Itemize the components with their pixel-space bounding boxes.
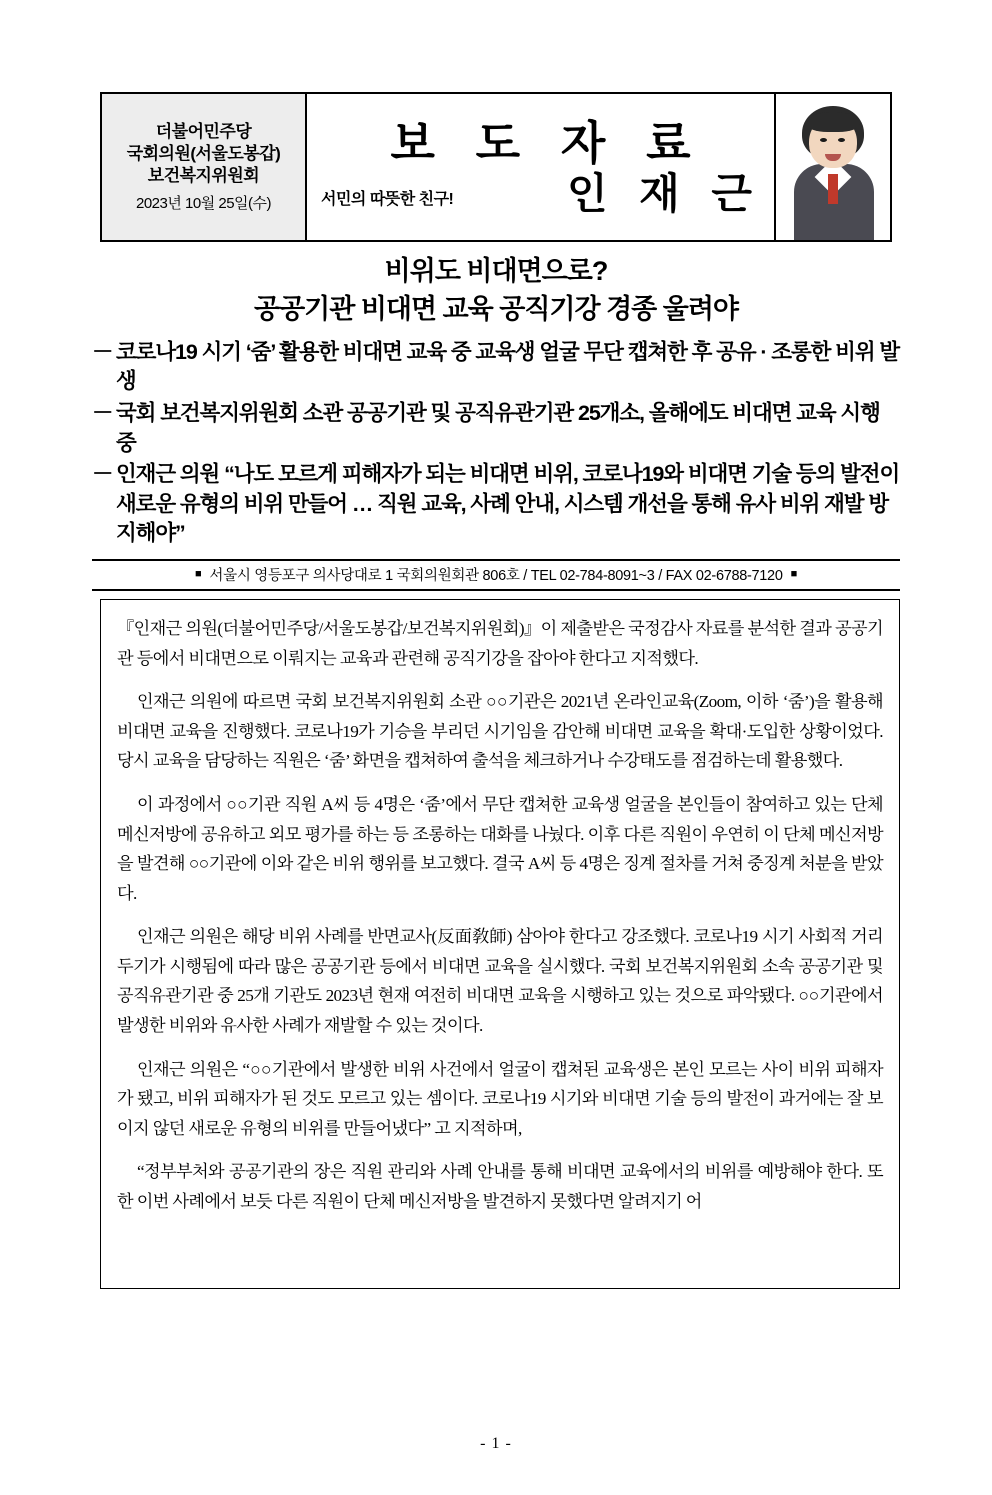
bullet-dash: － [92, 400, 113, 425]
bullet-text: 인재근 의원 “나도 모르게 피해자가 되는 비대면 비위, 코로나19와 비대면 기술 등의 발전이 새로운 유형의 비위 만들어 … 직원 교육, 사례 안내, 시스템 개선을 통해 유사 비위 재발 방지해야” [116, 462, 900, 546]
masthead [100, 92, 892, 242]
bullet-item [92, 460, 904, 549]
body-paragraph: 이 과정에서 ○○기관 직원 A씨 등 4명은 ‘줌’에서 무단 캡쳐한 교육생 얼굴을 본인들이 참여하고 있는 단체 메신저방에 공유하고 외모 평가를 하는 등 조롱하는 대화를 나눴다. 이후 다른 직원이 우연히 이 단체 메신저방을 발견해 ○○기관에 이와 같은 비위 행위를 보고했다. 결국 A씨 등 4명은 징계 절차를 거쳐 중징계 처분을 받았다. [117, 795, 883, 903]
press-release-page [0, 92, 992, 1495]
doc-type-title: 보 도 자 료 [390, 117, 705, 170]
doc-type-row [315, 119, 766, 169]
body-paragraph: 인재근 의원은 해당 비위 사례를 반면교사(反面敎師) 삼아야 한다고 강조했다. 코로나19 시기 사회적 거리두기가 시행됨에 따라 많은 공공기관 등에서 비대면 교육을 실시했다. 국회 보건복지위원회 소속 공공기관 및 공직유관기관 중 25개 기관도 2023년 현재 여전히 비대면 교육을 시행하고 있는 것으로 파악됐다. ○○기관에서 발생한 비위와 유사한 사례가 재발할 수 있는 것이다. [117, 927, 883, 1036]
bullet-text: 코로나19 시기 ‘줌’ 활용한 비대면 교육 중 교육생 얼굴 무단 캡쳐한 후 공유 · 조롱한 비위 발생 [116, 339, 900, 394]
party-name: 더불어민주당 [155, 122, 252, 142]
square-marker-left-icon: ■ [195, 568, 202, 581]
summary-bullets [92, 338, 904, 550]
portrait-caricature-icon [776, 94, 890, 240]
body-paragraph: 『인재근 의원(더불어민주당/서울도봉갑/보건복지위원회)』이 제출받은 국정감사 자료를 분석한 결과 공공기관 등에서 비대면으로 이뤄지는 교육과 관련해 공직기강을 잡아야 한다고 지적했다. [117, 619, 883, 668]
bullet-item [92, 338, 904, 397]
bullet-item [92, 399, 904, 458]
body-paragraph: “정부부처와 공공기관의 장은 직원 관리와 사례 안내를 통해 비대면 교육에서의 비위를 예방해야 한다. 또한 이번 사례에서 보듯 다른 직원이 단체 메신저방을 발견하지 못했다면 알려지기 어 [117, 1162, 883, 1211]
bullet-text: 국회 보건복지위원회 소관 공공기관 및 공직유관기관 25개소, 올해에도 비대면 교육 시행 중 [116, 400, 880, 455]
body-paragraph: 인재근 의원에 따르면 국회 보건복지위원회 소관 ○○기관은 2021년 온라인교육(Zoom, 이하 ‘줌’)을 활용해 비대면 교육을 진행했다. 코로나19가 기승을 부리던 시기임을 감안해 비대면 교육을 확대·도입한 상황이었다. 당시 교육을 담당하는 직원은 ‘줌’ 화면을 캡쳐하여 출석을 체크하거나 수강태도를 점검하는데 활용했다. [117, 692, 883, 771]
contact-address-bar [92, 559, 900, 591]
committee-name: 보건복지위원회 [147, 165, 260, 185]
masthead-center-block [307, 94, 774, 240]
bullet-dash: － [92, 462, 113, 487]
square-marker-right-icon: ■ [790, 568, 797, 581]
article-body [100, 599, 900, 1289]
masthead-left-block [102, 94, 307, 240]
masthead-sub-row [315, 169, 766, 217]
member-name: 인 재 근 [566, 169, 762, 217]
headline-line-2: 공공기관 비대면 교육 공직기강 경종 울려야 [254, 294, 738, 325]
release-date: 2023년 10월 25일(수) [135, 194, 272, 212]
contact-address-text: 서울시 영등포구 의사당대로 1 국회의원회관 806호 / TEL 02-784-8091~3 / FAX 02-6788-7120 [209, 568, 783, 585]
body-paragraph: 인재근 의원은 “○○기관에서 발생한 비위 사건에서 얼굴이 캡쳐된 교육생은 본인 모르는 사이 비위 피해자가 됐고, 비위 피해자가 된 것도 모르고 있는 셈이다. 코로나19 시기와 비대면 기술 등의 발전이 과거에는 잘 보이지 않던 새로운 유형의 비위를 만들어냈다” 고 지적하며, [117, 1059, 883, 1138]
masthead-portrait-block [774, 94, 890, 240]
page-number: - 1 - [480, 1435, 512, 1452]
headline [90, 254, 902, 328]
headline-line-1: 비위도 비대면으로? [384, 256, 608, 286]
member-district: 국회의원(서울도봉갑) [126, 144, 281, 164]
bullet-dash: － [92, 339, 113, 364]
slogan-text: 서민의 따뜻한 친구! [321, 190, 454, 208]
